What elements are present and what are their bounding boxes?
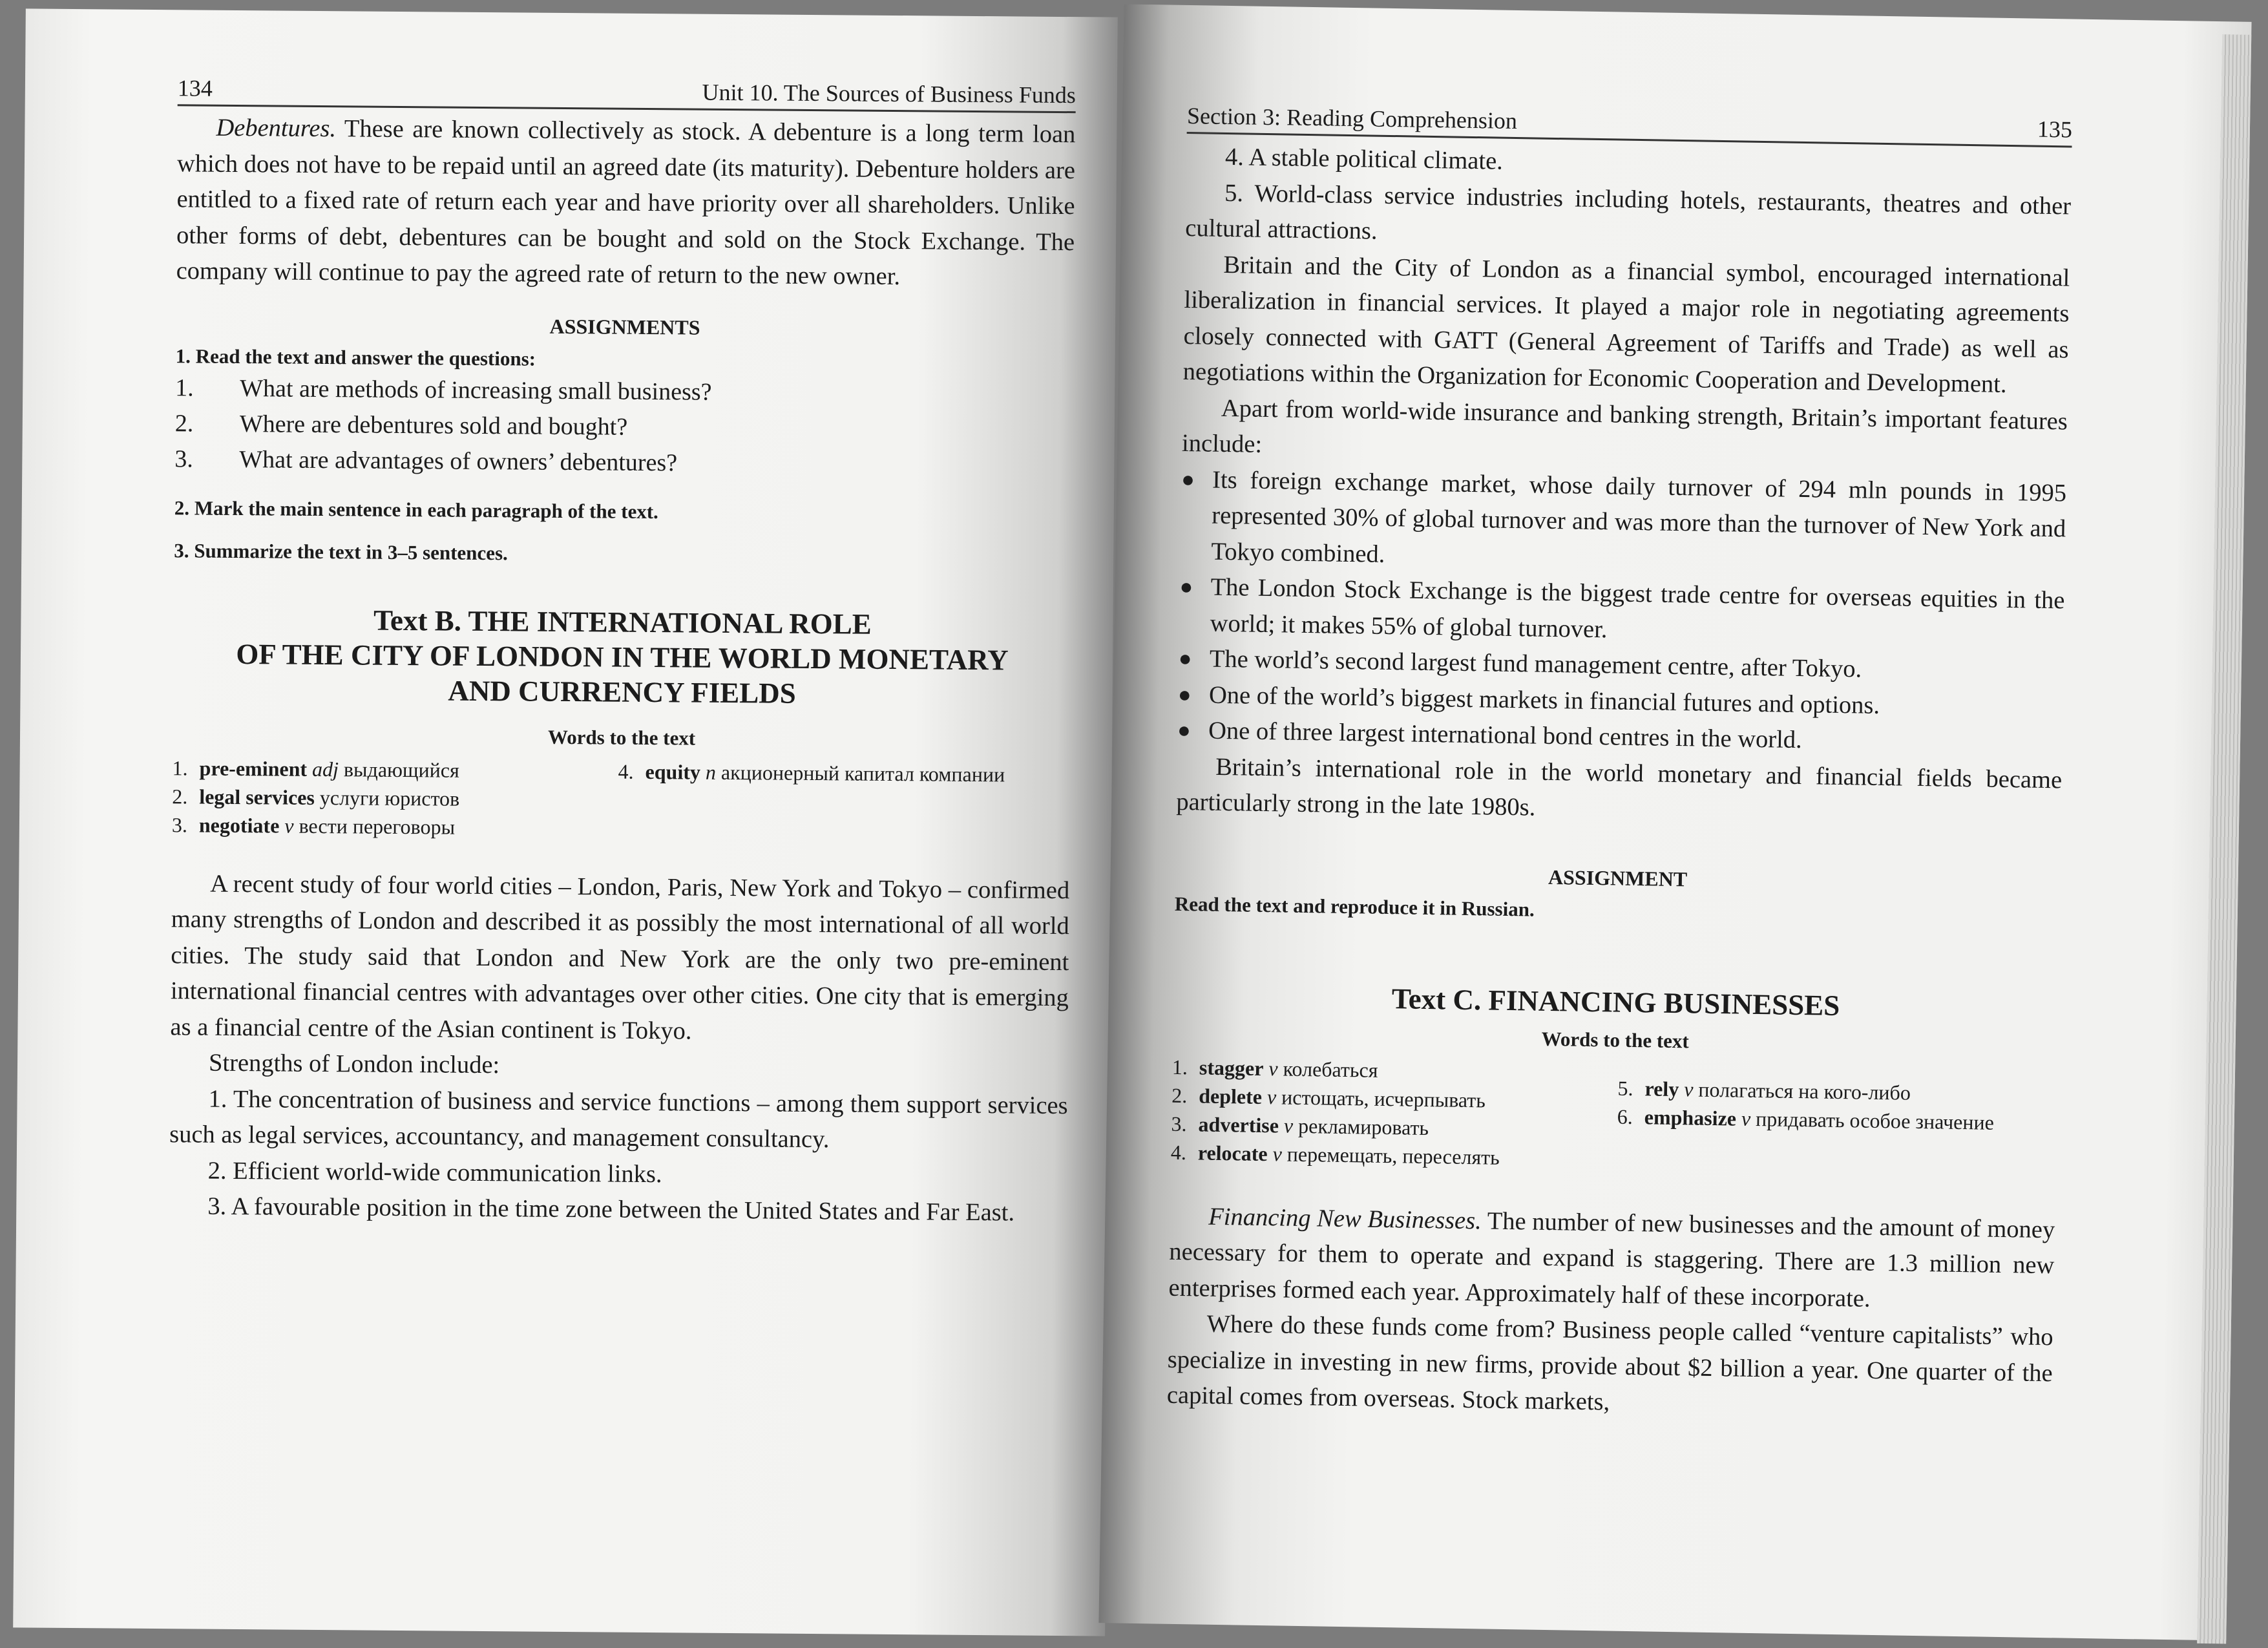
feature-item bbox=[1180, 461, 2066, 583]
vocab-number: 1. bbox=[172, 755, 188, 779]
vocabulary-list bbox=[1171, 1052, 2058, 1179]
vocab-number: 4. bbox=[1170, 1140, 1187, 1164]
right-running-head: Section 3: Reading Comprehension bbox=[1186, 103, 1518, 134]
vocab-word: emphasize bbox=[1644, 1104, 1737, 1130]
words-to-text-heading: Words to the text bbox=[1541, 1027, 1690, 1052]
left-page-header bbox=[178, 74, 1076, 113]
strengths-paragraph: Strengths of London include: bbox=[208, 1049, 500, 1079]
feature-text: The world’s second largest fund management centre, after Tokyo. bbox=[1209, 645, 1862, 683]
text-b-title-line: AND CURRENCY FIELDS bbox=[448, 674, 796, 710]
vocab-number: 1. bbox=[1171, 1055, 1188, 1079]
vocab-translation: услуги юристов bbox=[319, 785, 460, 810]
vocab-number: 2. bbox=[172, 784, 188, 808]
vocab-number: 3. bbox=[171, 812, 188, 836]
vocab-item bbox=[172, 810, 618, 842]
feature-text: Its foreign exchange market, whose daily turnover of 294 mln pounds in 1995 represented 30% of global turnover and was more than the turnover of New York and Tokyo combined. bbox=[1211, 466, 2067, 568]
left-page bbox=[13, 8, 1118, 1636]
bullet-icon: ● bbox=[1179, 575, 1193, 600]
vocab-item bbox=[618, 757, 1070, 788]
vocab-translation: истощать, исчерпывать bbox=[1281, 1084, 1486, 1112]
left-page-number: 134 bbox=[177, 75, 213, 101]
vocab-pos: v bbox=[1283, 1114, 1294, 1137]
financing-paragraph bbox=[1168, 1198, 2055, 1320]
question-text: What are methods of increasing small business? bbox=[240, 374, 712, 406]
vocab-word: advertise bbox=[1198, 1112, 1279, 1137]
strength-2: 2. Efficient world-wide communication links. bbox=[207, 1157, 662, 1188]
financing-text: The number of new businesses and the amount of money necessary for them to operate and expand is staggering. There are 1.3 million new enterprises formed each year. Approximately half of these incorporate. bbox=[1168, 1207, 2055, 1313]
vocab-item bbox=[172, 754, 618, 785]
vocab-pos: n bbox=[705, 760, 717, 784]
text-b-title bbox=[173, 601, 1071, 713]
question-list bbox=[174, 370, 1073, 484]
debentures-paragraph bbox=[176, 110, 1075, 296]
right-page-content bbox=[1167, 5, 2074, 1428]
vocab-pos: adj bbox=[311, 757, 339, 781]
vocabulary-column bbox=[1616, 1059, 2057, 1180]
feature-item bbox=[1179, 569, 2065, 655]
assignments-heading: ASSIGNMENTS bbox=[549, 314, 700, 339]
feature-text: The London Stock Exchange is the biggest trade centre for overseas equities in the world; it makes 55% of global turnover. bbox=[1210, 573, 2065, 643]
vocab-pos: v bbox=[284, 814, 294, 838]
vocab-translation: акционерный капитал компании bbox=[720, 760, 1005, 786]
right-page bbox=[1098, 4, 2251, 1640]
role-paragraph: Britain’s international role in the world monetary and financial fields became particularly strong in the late 1980s. bbox=[1176, 753, 2063, 821]
text-c-title: Text C. FINANCING BUSINESSES bbox=[1391, 982, 1840, 1022]
question-text: What are advantages of owners’ debentures? bbox=[239, 445, 678, 476]
vocabulary-list bbox=[172, 754, 1071, 846]
question-number: 2. bbox=[174, 409, 194, 437]
task-1: 1. Read the text and answer the questions: bbox=[175, 344, 536, 370]
apart-paragraph: Apart from world-wide insurance and banking strength, Britain’s important features include: bbox=[1181, 394, 2068, 458]
features-list bbox=[1177, 461, 2067, 762]
question-item bbox=[174, 441, 1073, 484]
strength-4: 4. A stable political climate. bbox=[1224, 143, 1504, 175]
question-number: 1. bbox=[175, 374, 194, 401]
words-to-text-heading: Words to the text bbox=[547, 725, 696, 750]
vocabulary-column bbox=[618, 757, 1071, 845]
vocab-item bbox=[172, 782, 618, 814]
vocab-word: legal services bbox=[199, 785, 315, 809]
vocab-translation: полагаться на кого-либо bbox=[1698, 1077, 1911, 1104]
vocab-word: relocate bbox=[1197, 1140, 1268, 1165]
vocab-translation: придавать особое значение bbox=[1755, 1106, 1995, 1134]
question-number: 3. bbox=[174, 445, 194, 472]
vocab-pos: v bbox=[1268, 1056, 1278, 1080]
bullet-icon: ● bbox=[1181, 467, 1195, 492]
assignment-task: Read the text and reproduce it in Russian. bbox=[1174, 892, 1535, 921]
question-text: Where are debentures sold and bought? bbox=[239, 410, 628, 441]
debentures-term: Debentures. bbox=[216, 114, 337, 143]
vocab-translation: вести переговоры bbox=[299, 814, 456, 839]
financing-term: Financing New Businesses. bbox=[1208, 1203, 1482, 1234]
vocab-number: 4. bbox=[618, 759, 634, 783]
text-b-title-line: Text B. THE INTERNATIONAL ROLE bbox=[373, 604, 872, 640]
left-running-head: Unit 10. The Sources of Business Funds bbox=[702, 79, 1076, 109]
strength-5: 5. World-class service industries including hotels, restaurants, theatres and other cultural attractions. bbox=[1185, 179, 2072, 245]
task-2: 2. Mark the main sentence in each paragraph of the text. bbox=[174, 496, 659, 523]
vocab-translation: рекламировать bbox=[1297, 1114, 1429, 1139]
right-page-number: 135 bbox=[2037, 116, 2073, 143]
vocab-number: 3. bbox=[1171, 1112, 1187, 1136]
feature-text: One of the world’s biggest markets in financial futures and options. bbox=[1208, 681, 1880, 719]
vocab-translation: выдающийся bbox=[343, 757, 459, 782]
vocab-pos: v bbox=[1741, 1106, 1751, 1130]
vocab-translation: перемещать, переселять bbox=[1286, 1142, 1500, 1169]
vocab-word: negotiate bbox=[198, 813, 280, 838]
debentures-text: These are known collectively as stock. A debenture is a long term loan which does not have to be repaid until an agreed date (its maturity). Debenture holders are entitled to a fixed rate of return each year and have priority over all shareholders. Unlike other forms of debt, debentures can be bought and sold on the Stock Exchange. The company will continue to pay the agreed rate of return to the new owner. bbox=[176, 115, 1076, 291]
funds-paragraph: Where do these funds come from? Business people called “venture capitalists” who specialize in investing in new firms, provide about $2 billion a year. One quarter of the capital comes from overseas. Stock markets, bbox=[1166, 1310, 2053, 1416]
vocabulary-column bbox=[1171, 1052, 1619, 1173]
bullet-icon: ● bbox=[1178, 646, 1192, 671]
vocab-number: 6. bbox=[1617, 1104, 1633, 1128]
vocab-pos: v bbox=[1266, 1084, 1277, 1108]
vocabulary-column bbox=[172, 754, 618, 842]
study-paragraph: A recent study of four world cities – London, Paris, New York and Tokyo – confirmed many strengths of London and described it as possibly the most international of all world cities. The study said that London and New York are the only two pre-eminent international financial centres with advantages over other cities. One city that is emerging as a financial centre of the Asian continent is Tokyo. bbox=[170, 870, 1070, 1045]
text-b-title-line: OF THE CITY OF LONDON IN THE WORLD MONETARY bbox=[236, 637, 1009, 676]
strength-3: 3. A favourable position in the time zone between the United States and Far East. bbox=[207, 1192, 1015, 1227]
vocab-number: 5. bbox=[1617, 1076, 1633, 1100]
feature-text: One of three largest international bond centres in the world. bbox=[1208, 717, 1803, 754]
vocab-item bbox=[1171, 1137, 1617, 1173]
vocab-pos: v bbox=[1683, 1077, 1694, 1101]
vocab-word: equity bbox=[645, 759, 701, 784]
vocab-word: stagger bbox=[1199, 1055, 1264, 1080]
vocab-translation: колебаться bbox=[1283, 1057, 1378, 1082]
bullet-icon: ● bbox=[1177, 718, 1191, 743]
strength-1: 1. The concentration of business and service functions – among them support services such as legal services, accountancy, and management consultancy. bbox=[169, 1085, 1068, 1154]
page-edge-stack bbox=[2197, 34, 2251, 1643]
vocab-pos: v bbox=[1272, 1141, 1283, 1166]
vocab-word: rely bbox=[1644, 1076, 1679, 1101]
britain-paragraph: Britain and the City of London as a financial symbol, encouraged international liberalization in financial services. It played a major role in negotiating agreements closely connected with GATT (General Agreement of Tariffs and Trade) as well as negotiations within the Organization for Economic Cooperation and Development. bbox=[1182, 251, 2070, 398]
vocab-word: deplete bbox=[1198, 1083, 1263, 1108]
vocab-number: 2. bbox=[1171, 1083, 1188, 1107]
task-3: 3. Summarize the text in 3–5 sentences. bbox=[174, 538, 508, 564]
vocab-item bbox=[1617, 1102, 2057, 1137]
vocab-word: pre-eminent bbox=[199, 756, 308, 781]
bullet-icon: ● bbox=[1177, 682, 1192, 707]
left-page-content bbox=[169, 10, 1076, 1231]
assignment-heading: ASSIGNMENT bbox=[1548, 865, 1688, 891]
